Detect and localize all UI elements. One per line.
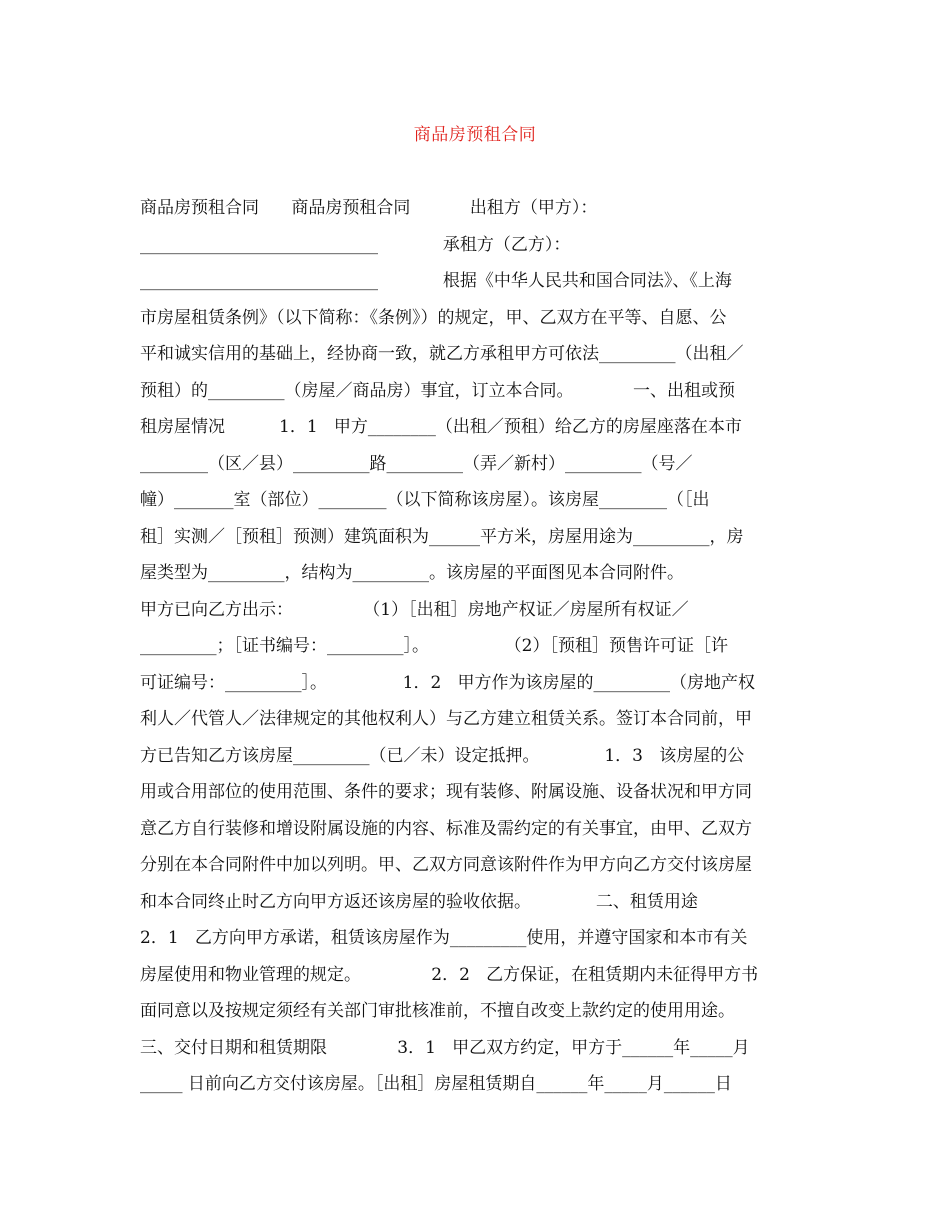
body-line: 租］实测／［预租］预测）建筑面积为______平方米，房屋用途为_________，房 (140, 526, 744, 547)
body-line: ____________________________ 根据《中华人民共和国合同法》、《上海 (140, 271, 732, 291)
body-line: 利人／代管人／法律规定的其他权利人）与乙方建立租赁关系。签订本合同前，甲 (140, 709, 752, 729)
body-line: 可证编号：_________］。 1．2 甲方作为该房屋的_________（房地产权 (140, 672, 755, 693)
document-title: 商品房预租合同 (413, 125, 537, 145)
body-line: 租房屋情况 1．1 甲方________（出租／预租）给乙方的房屋座落在本市 (140, 417, 742, 437)
body-line: 分别在本合同附件中加以列明。甲、乙双方同意该附件作为甲方向乙方交付该房屋 (140, 855, 752, 875)
body-line: _____ 日前向乙方交付该房屋。［出租］房屋租赁期自______年_____月______日 (140, 1074, 732, 1094)
body-line: 意乙方自行装修和增设附属设施的内容、标准及需约定的有关事宜，由甲、乙双方 (140, 818, 752, 839)
body-line: 2．1 乙方向甲方承诺，租赁该房屋作为_________使用，并遵守国家和本市有关 (140, 928, 748, 948)
body-line: 和本合同终止时乙方向甲方返还该房屋的验收依据。 二、租赁用途 (140, 891, 698, 912)
body-line: 平和诚实信用的基础上，经协商一致，就乙方承租甲方可依法_________（出租／ (140, 344, 744, 364)
body-line: 幢）_______室（部位）________（以下简称该房屋）。该房屋________（［出 (140, 490, 710, 510)
body-line: _________；［证书编号：_________］。 （2）［预租］预售许可证［许 (140, 636, 728, 656)
body-line: 预租）的_________（房屋／商品房）事宜，订立本合同。 一、出租或预 (140, 380, 735, 401)
contract-body (140, 190, 812, 1103)
body-line: 甲方已向乙方出示： （1）［出租］房地产权证／房屋所有权证／ (140, 599, 689, 620)
body-line: ____________________________ 承租方（乙方）： (140, 234, 571, 255)
body-line: 面同意以及按规定须经有关部门审批核准前，不擅自改变上款约定的使用用途。 (140, 1001, 735, 1021)
body-line: 方已告知乙方该房屋_________（已／未）设定抵押。 1．3 该房屋的公 (140, 745, 745, 766)
body-line: 房屋使用和物业管理的规定。 2．2 乙方保证，在租赁期内未征得甲方书 (140, 964, 759, 985)
body-line: 三、交付日期和租赁期限 3．1 甲乙双方约定，甲方于______年_____月 (140, 1037, 750, 1058)
body-line: 屋类型为_________，结构为_________。该房屋的平面图见本合同附件。 (140, 563, 684, 583)
body-line: 商品房预租合同 商品房预租合同 出租方（甲方）： (140, 198, 598, 218)
body-line: 用或合用部位的使用范围、条件的要求；现有装修、附属设施、设备状况和甲方同 (140, 782, 752, 802)
body-line: 市房屋租赁条例》（以下简称：《条例》）的规定，甲、乙双方在平等、自愿、公 (140, 307, 727, 328)
body-line: ________（区／县）_________路_________（弄／新村）_________（号／ (140, 453, 693, 474)
